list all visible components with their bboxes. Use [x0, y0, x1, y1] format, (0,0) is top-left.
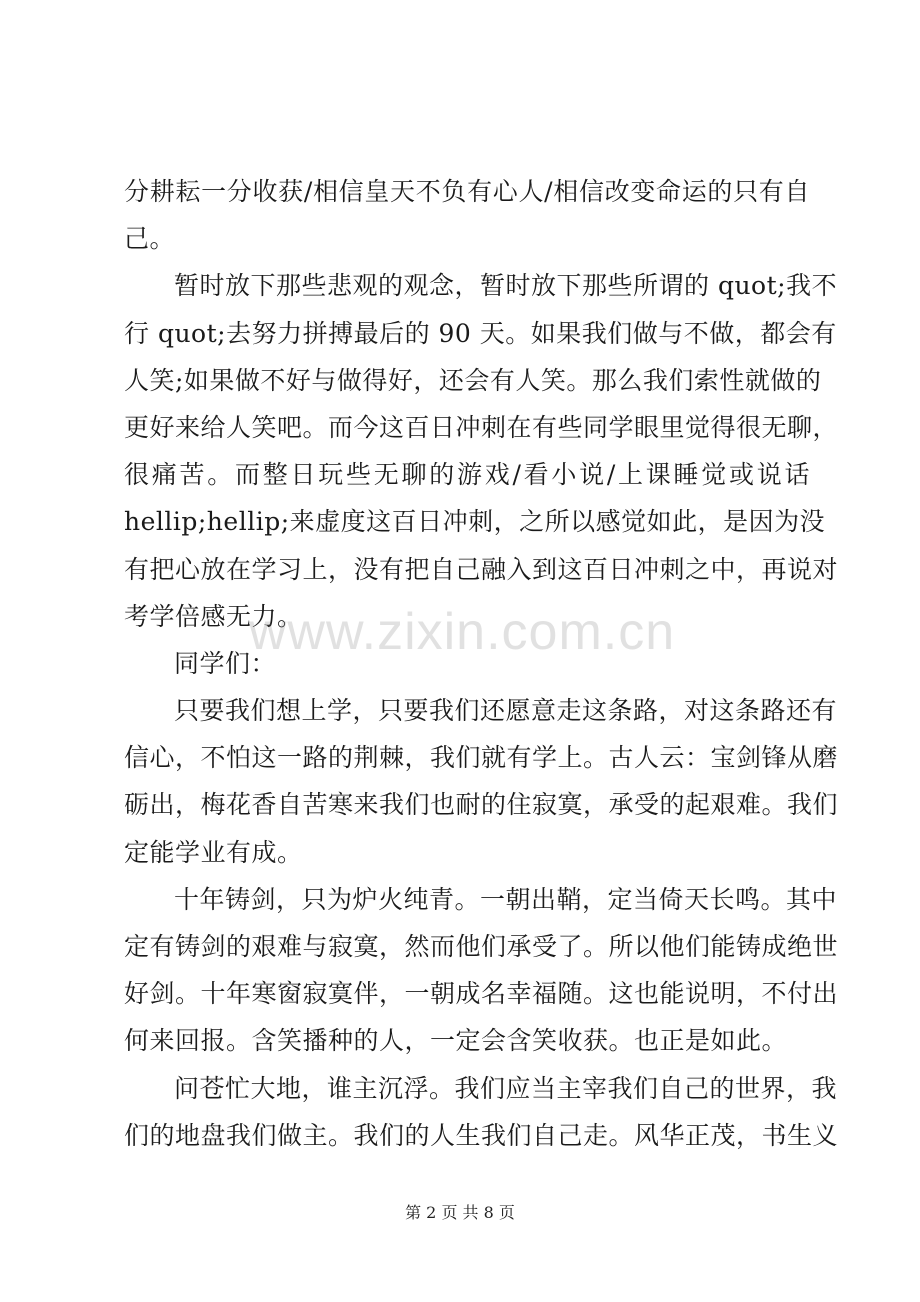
text-line: 己。 — [124, 224, 176, 254]
text-line: 只要我们想上学，只要我们还愿意走这条路，对这条路还有 — [174, 696, 838, 726]
text-line: 有把心放在学习上，没有把自己融入到这百日冲刺之中，再说对 — [124, 554, 839, 584]
watermark: www.zixin.com.cn — [248, 603, 676, 661]
text-line: 很痛苦。而整日玩些无聊的游戏/看小说/上课睡觉或说话 — [124, 460, 810, 490]
text-line: 考学倍感无力。 — [124, 601, 303, 631]
text-line: 何来回报。含笑播种的人，一定会含笑收获。也正是如此。 — [124, 1026, 788, 1056]
text-line: 定有铸剑的艰难与寂寞，然而他们承受了。所以他们能铸成绝世 — [124, 932, 839, 961]
text-line: 信心，不怕这一路的荆棘，我们就有学上。古人云：宝剑锋从磨 — [124, 743, 839, 773]
text-line: 更好来给人笑吧。而今这百日冲刺在有些同学眼里觉得很无聊， — [124, 412, 839, 442]
text-line: 同学们： — [174, 648, 277, 678]
text-line: 问苍忙大地，谁主沉浮。我们应当主宰我们自己的世界，我 — [174, 1073, 838, 1103]
page-number-footer: 第 2 页 共 8 页 — [405, 1203, 515, 1222]
text-line: 人笑;如果做不好与做得好，还会有人笑。那么我们索性就做的 — [124, 365, 822, 395]
text-line: 好剑。十年寒窗寂寞伴，一朝成名幸福随。这也能说明，不付出 — [124, 979, 839, 1009]
text-line: 暂时放下那些悲观的观念，暂时放下那些所谓的 quot;我不 — [174, 271, 838, 301]
text-line: 们的地盘我们做主。我们的人生我们自己走。风华正茂，书生义 — [124, 1120, 839, 1150]
text-line: 行 quot;去努力拼搏最后的 90 天。如果我们做与不做，都会有 — [124, 318, 837, 348]
document-body — [124, 168, 839, 1159]
text-line: 定能学业有成。 — [124, 837, 303, 867]
text-line: hellip;hellip;来虚度这百日冲刺，之所以感觉如此，是因为没 — [124, 507, 826, 537]
text-line: 十年铸剑，只为炉火纯青。一朝出鞘，定当倚天长鸣。其中 — [174, 884, 838, 914]
text-line: 砺出，梅花香自苦寒来我们也耐的住寂寞，承受的起艰难。我们 — [124, 790, 839, 820]
text-line: 分耕耘一分收获/相信皇天不负有心人/相信改变命运的只有自 — [124, 177, 810, 206]
